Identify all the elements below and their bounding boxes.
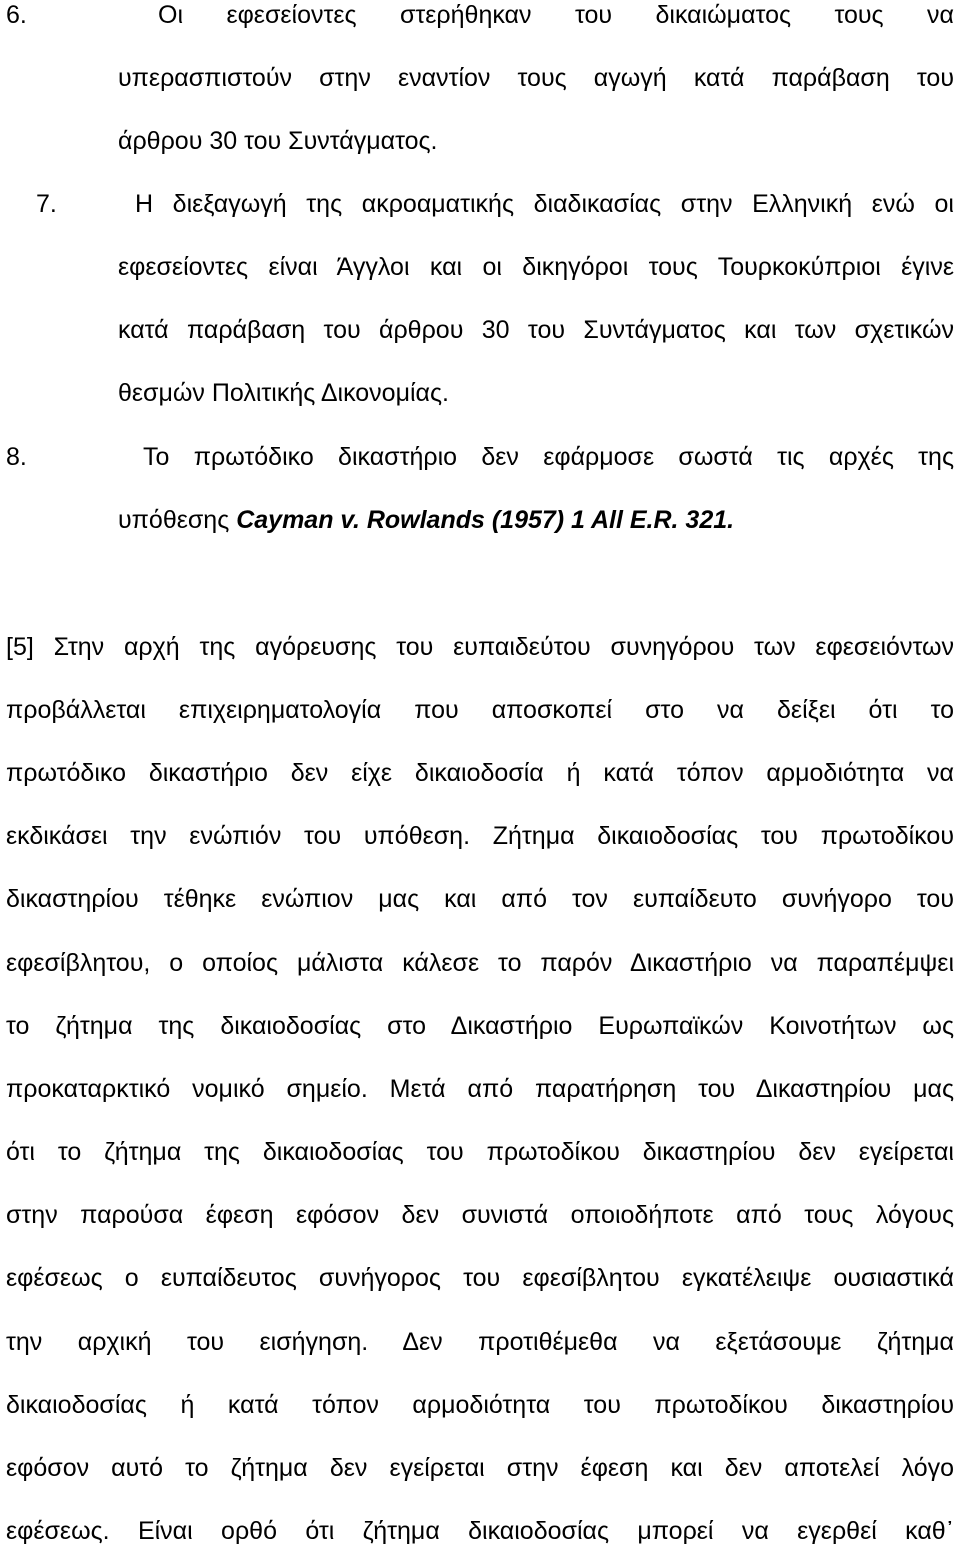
para5-line-2: προβάλλεται επιχειρηματολογία που αποσκοπεί στο να δείξει ότι το	[6, 696, 954, 724]
item-6-line-3: άρθρου 30 του Συντάγματος.	[118, 127, 438, 155]
item-8-line-2-prefix: υπόθεσης	[118, 506, 237, 534]
para5-line-3: πρωτόδικο δικαστήριο δεν είχε δικαιοδοσία ή κατά τόπον αρμοδιότητα να	[6, 759, 954, 787]
item-6-line-1: Οι εφεσείοντες στερήθηκαν του δικαιώματος τους να	[158, 1, 954, 29]
case-citation: Cayman v. Rowlands (1957) 1 All E.R. 321.	[236, 506, 735, 534]
item-8-line-2	[118, 505, 734, 535]
item-7-number: 7.	[36, 190, 57, 218]
para5-line-10: στην παρούσα έφεση εφόσον δεν συνιστά οποιοδήποτε από τους λόγους	[6, 1201, 954, 1229]
para5-line-13: δικαιοδοσίας ή κατά τόπον αρμοδιότητα του πρωτοδίκου δικαστηρίου	[6, 1391, 954, 1419]
para5-line-9: ότι το ζήτημα της δικαιοδοσίας του πρωτοδίκου δικαστηρίου δεν εγείρεται	[6, 1138, 954, 1166]
para5-line-11: εφέσεως ο ευπαίδευτος συνήγορος του εφεσίβλητου εγκατέλειψε ουσιαστικά	[6, 1264, 954, 1292]
para5-line-15: εφέσεως. Είναι ορθό ότι ζήτημα δικαιοδοσίας μπορεί να εγερθεί καθ᾽	[6, 1517, 954, 1545]
para5-line-5: δικαστηρίου τέθηκε ενώπιον μας και από τον ευπαίδευτο συνήγορο του	[6, 885, 954, 913]
para5-line-4: εκδικάσει την ενώπιόν του υπόθεση. Ζήτημα δικαιοδοσίας του πρωτοδίκου	[6, 822, 954, 850]
item-7-line-2: εφεσείοντες είναι Άγγλοι και οι δικηγόροι τους Τουρκοκύπριοι έγινε	[118, 253, 954, 281]
para5-line-6: εφεσίβλητου, ο οποίος μάλιστα κάλεσε το παρόν Δικαστήριο να παραπέμψει	[6, 949, 954, 977]
para5-line-12: την αρχική του εισήγηση. Δεν προτιθέμεθα να εξετάσουμε ζήτημα	[6, 1328, 954, 1356]
item-6-number: 6.	[6, 1, 27, 29]
item-7-line-3: κατά παράβαση του άρθρου 30 του Συντάγματος και των σχετικών	[118, 316, 954, 344]
para5-line-14: εφόσον αυτό το ζήτημα δεν εγείρεται στην έφεση και δεν αποτελεί λόγο	[6, 1454, 954, 1482]
item-8-number: 8.	[6, 443, 27, 471]
item-7-line-1: Η διεξαγωγή της ακροαματικής διαδικασίας στην Ελληνική ενώ οι	[135, 190, 954, 218]
item-7-line-4: θεσμών Πολιτικής Δικονομίας.	[118, 379, 449, 407]
para5-line-1: [5] Στην αρχή της αγόρευσης του ευπαιδεύτου συνηγόρου των εφεσειόντων	[6, 633, 954, 661]
para5-line-7: το ζήτημα της δικαιοδοσίας στο Δικαστήριο Ευρωπαϊκών Κοινοτήτων ως	[6, 1012, 954, 1040]
para5-line-8: προκαταρκτικό νομικό σημείο. Μετά από παρατήρηση του Δικαστηρίου μας	[6, 1075, 954, 1103]
item-8-line-1: Το πρωτόδικο δικαστήριο δεν εφάρμοσε σωστά τις αρχές της	[143, 443, 954, 471]
item-6-line-2: υπερασπιστούν στην εναντίον τους αγωγή κατά παράβαση του	[118, 64, 954, 92]
